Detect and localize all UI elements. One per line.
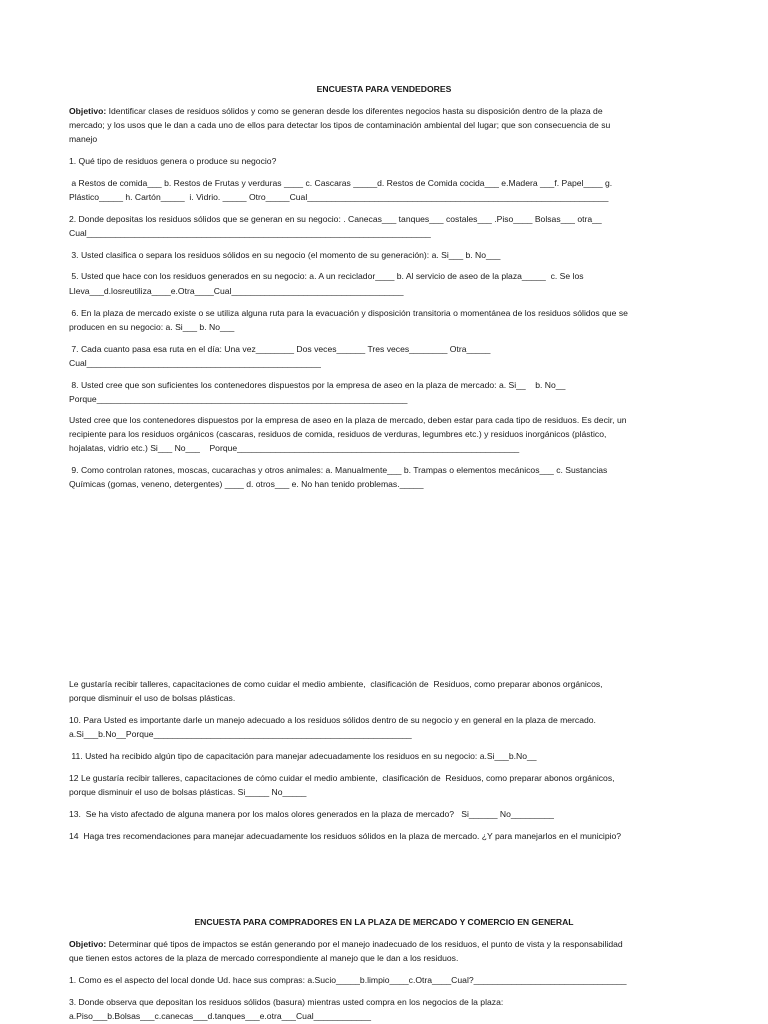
question-8-line-2: Porque_________________________________________________________________ [69, 394, 408, 404]
objective-line-3: manejo [69, 134, 98, 144]
objective-label: Objetivo: [69, 106, 107, 116]
question-12-line-2: porque disminuir el uso de bolsas plásticas. Si_____ No_____ [69, 787, 307, 797]
survey-buyers-objective [69, 937, 623, 951]
question-containers-line-1: Usted cree que los contenedores dispuestos por la empresa de aseo en la plaza de mercado, deben estar para cada tipo de residuos. Es decir, un [69, 415, 627, 425]
survey-vendors-title: ENCUESTA PARA VENDEDORES [316, 84, 452, 94]
question-5-line-2: Lleva___d.losreutiliza____e.Otra____Cual____________________________________ [69, 286, 404, 296]
question-containers-line-2: recipiente para los residuos orgánicos (cascaras, residuos de comida, residuos de verduras, legumbres etc.) y residuos inorgánicos (plástico, [69, 429, 607, 439]
question-13: 13. Se ha visto afectado de alguna manera por los malos olores generados en la plaza de mercado? Si______ No_________ [69, 809, 554, 819]
question-10-line-1: 10. Para Usted es importante darle un manejo adecuado a los residuos sólidos dentro de su negocio y en general en la plaza de mercado. [69, 715, 596, 725]
objective-line-2: mercado; y los usos que le dan a cada uno de ellos para detectar los tipos de contaminación ambiental del lugar; que son consecuencia de su [69, 120, 611, 130]
survey-vendors-objective [69, 104, 603, 118]
question-12-line-1: 12 Le gustaría recibir talleres, capacitaciones de cómo cuidar el medio ambiente, clasificación de Residuos, como preparar abonos orgánicos, [69, 773, 615, 783]
question-2-line-2: Cual________________________________________________________________________ [69, 228, 431, 238]
question-1-options-line-2: Plástico_____ h. Cartón_____ i. Vidrio. _____ Otro_____Cual_______________________________________________________________ [69, 192, 609, 202]
question-9-line-2: Químicas (gomas, veneno, detergentes) ____ d. otros___ e. No han tenido problemas._____ [69, 479, 424, 489]
buyers-question-1: 1. Como es el aspecto del local donde Ud. hace sus compras: a.Sucio_____b.limpio____c.Otra____Cual?________________________________ [69, 975, 627, 985]
question-containers-line-3: hojalatas, vidrio etc.) Si___ No___ Porque___________________________________________________________ [69, 443, 520, 453]
buyers-question-3-line-2: a.Piso___b.Bolsas___c.canecas___d.tanques___e.otra___Cual____________ [69, 1011, 371, 1021]
question-5-line-1: 5. Usted que hace con los residuos generados en su negocio: a. A un reciclador____ b. Al servicio de aseo de la plaza_____ c. Se los [69, 271, 584, 281]
question-6-line-1: 6. En la plaza de mercado existe o se utiliza alguna ruta para la evacuación y disposición transitoria o momentánea de los residuos sólidos que se [69, 308, 628, 318]
objective-text: Identificar clases de residuos sólidos y como se generan desde los diferentes negocios hasta su disposición dentro de la plaza de [106, 106, 603, 116]
workshops-line-1: Le gustaría recibir talleres, capacitaciones de como cuidar el medio ambiente, clasificación de Residuos, como preparar abonos orgánicos, [69, 679, 603, 689]
question-7-line-1: 7. Cada cuanto pasa esa ruta en el día: Una vez________ Dos veces______ Tres veces________ Otra_____ [69, 344, 491, 354]
question-8-line-1: 8. Usted cree que son suficientes los contenedores dispuestos por la empresa de aseo en la plaza de mercado: a. Si__ b. No__ [69, 380, 566, 390]
question-6-line-2: producen en su negocio: a. Si___ b. No___ [69, 322, 235, 332]
objective-2-line-2: que tienen estos actores de la plaza de mercado correspondiente al manejo que le dan a los residuos. [69, 953, 459, 963]
question-1-options-line-1: a Restos de comida___ b. Restos de Frutas y verduras ____ c. Cascaras _____d. Restos de Comida cocida___ e.Madera ___f. Papel____ g. [69, 178, 613, 188]
objective-text-2: Determinar qué tipos de impactos se están generando por el manejo inadecuado de los residuos, el punto de vista y la responsabilidad [106, 939, 623, 949]
question-2-line-1: 2. Donde depositas los residuos sólidos que se generan en su negocio: . Canecas___ tanques___ costales___ .Piso____ Bolsas___ otra__ [69, 214, 602, 224]
question-3: 3. Usted clasifica o separa los residuos sólidos en su negocio (el momento de su generación): a. Si___ b. No___ [69, 250, 501, 260]
question-11: 11. Usted ha recibido algún tipo de capacitación para manejar adecuadamente los residuos en su negocio: a.Si___b.No__ [69, 751, 537, 761]
question-14: 14 Haga tres recomendaciones para manejar adecuadamente los residuos sólidos en la plaza de mercado. ¿Y para manejarlos en el municipio? [69, 831, 622, 841]
objective-label-2: Objetivo: [69, 939, 107, 949]
workshops-line-2: porque disminuir el uso de bolsas plásticas. [69, 693, 236, 703]
question-10-line-2: a.Si___b.No__Porque______________________________________________________ [69, 729, 412, 739]
question-9-line-1: 9. Como controlan ratones, moscas, cucarachas y otros animales: a. Manualmente___ b. Trampas o elementos mecánicos___ c. Sustancias [69, 465, 608, 475]
question-1: 1. Qué tipo de residuos genera o produce su negocio? [69, 156, 277, 166]
survey-buyers-title: ENCUESTA PARA COMPRADORES EN LA PLAZA DE MERCADO Y COMERCIO EN GENERAL [194, 917, 574, 927]
buyers-question-3-line-1: 3. Donde observa que depositan los residuos sólidos (basura) mientras usted compra en los negocios de la plaza: [69, 997, 504, 1007]
question-7-line-2: Cual_________________________________________________ [69, 358, 321, 368]
